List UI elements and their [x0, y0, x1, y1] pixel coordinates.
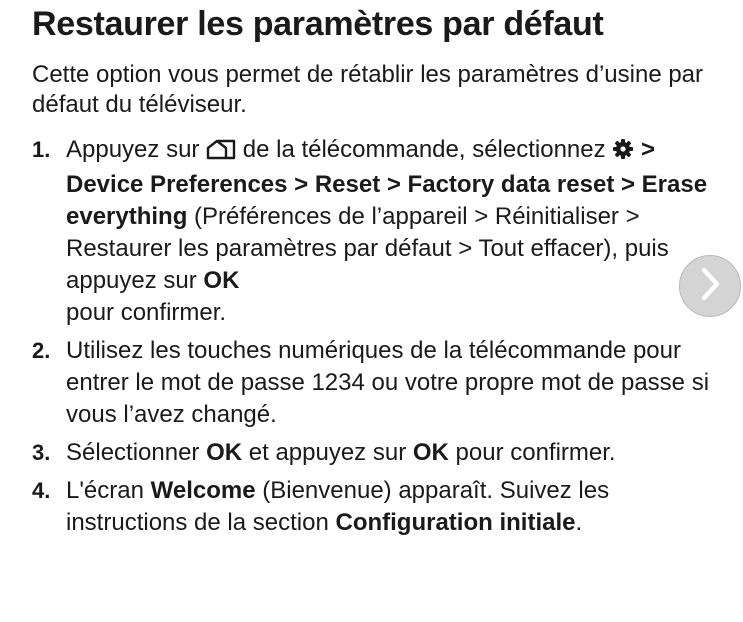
gear-icon [612, 137, 634, 169]
step-text: pour confirmer. [448, 439, 616, 466]
step-text: et appuyez sur [242, 439, 413, 466]
step-number: 3. [32, 440, 51, 465]
step-text: Utilisez les touches numériques de la télécommande pour entrer le mot de passe 1234 ou votre propre mot de passe si vous l’avez changé. [66, 337, 710, 428]
chevron-right-icon [695, 266, 725, 307]
step-number: 4. [32, 478, 51, 503]
step-text: pour confirmer. [66, 299, 227, 326]
step-2 [32, 335, 712, 431]
step-4 [32, 475, 712, 539]
step-text: L'écran [66, 477, 151, 504]
step-1 [32, 134, 712, 329]
step-text: Appuyez sur [66, 136, 207, 163]
step-text: de la télécommande, sélectionnez [236, 136, 613, 163]
ok-label: OK [203, 267, 240, 294]
step-text: Sélectionner [66, 439, 207, 466]
page-title: Restaurer les paramètres par défaut [32, 5, 604, 43]
welcome-label: Welcome [150, 477, 256, 504]
step-text: . [575, 509, 583, 536]
home-icon [206, 137, 236, 169]
step-text: (Bienvenue) apparaît. Suivez les instructions de la section [66, 477, 610, 536]
step-number: 1. [32, 137, 51, 162]
next-page-button[interactable] [679, 255, 741, 317]
ok-label: OK [412, 439, 449, 466]
section-link-label: Configuration initiale [335, 509, 576, 536]
step-number: 2. [32, 338, 51, 363]
steps-list [32, 134, 712, 539]
document-page [32, 0, 712, 545]
step-3 [32, 437, 712, 469]
ok-label: OK [206, 439, 243, 466]
step-text: (Préférences de l’appareil > Réinitialiser > Restaurer les paramètres par défaut > Tout effacer), puis appuyez sur [66, 203, 669, 294]
intro-paragraph: Cette option vous permet de rétablir les paramètres d’usine par défaut du téléviseur. [32, 61, 704, 118]
menu-path: > Device Preferences > Reset > Factory data reset > Erase everything [66, 136, 708, 230]
